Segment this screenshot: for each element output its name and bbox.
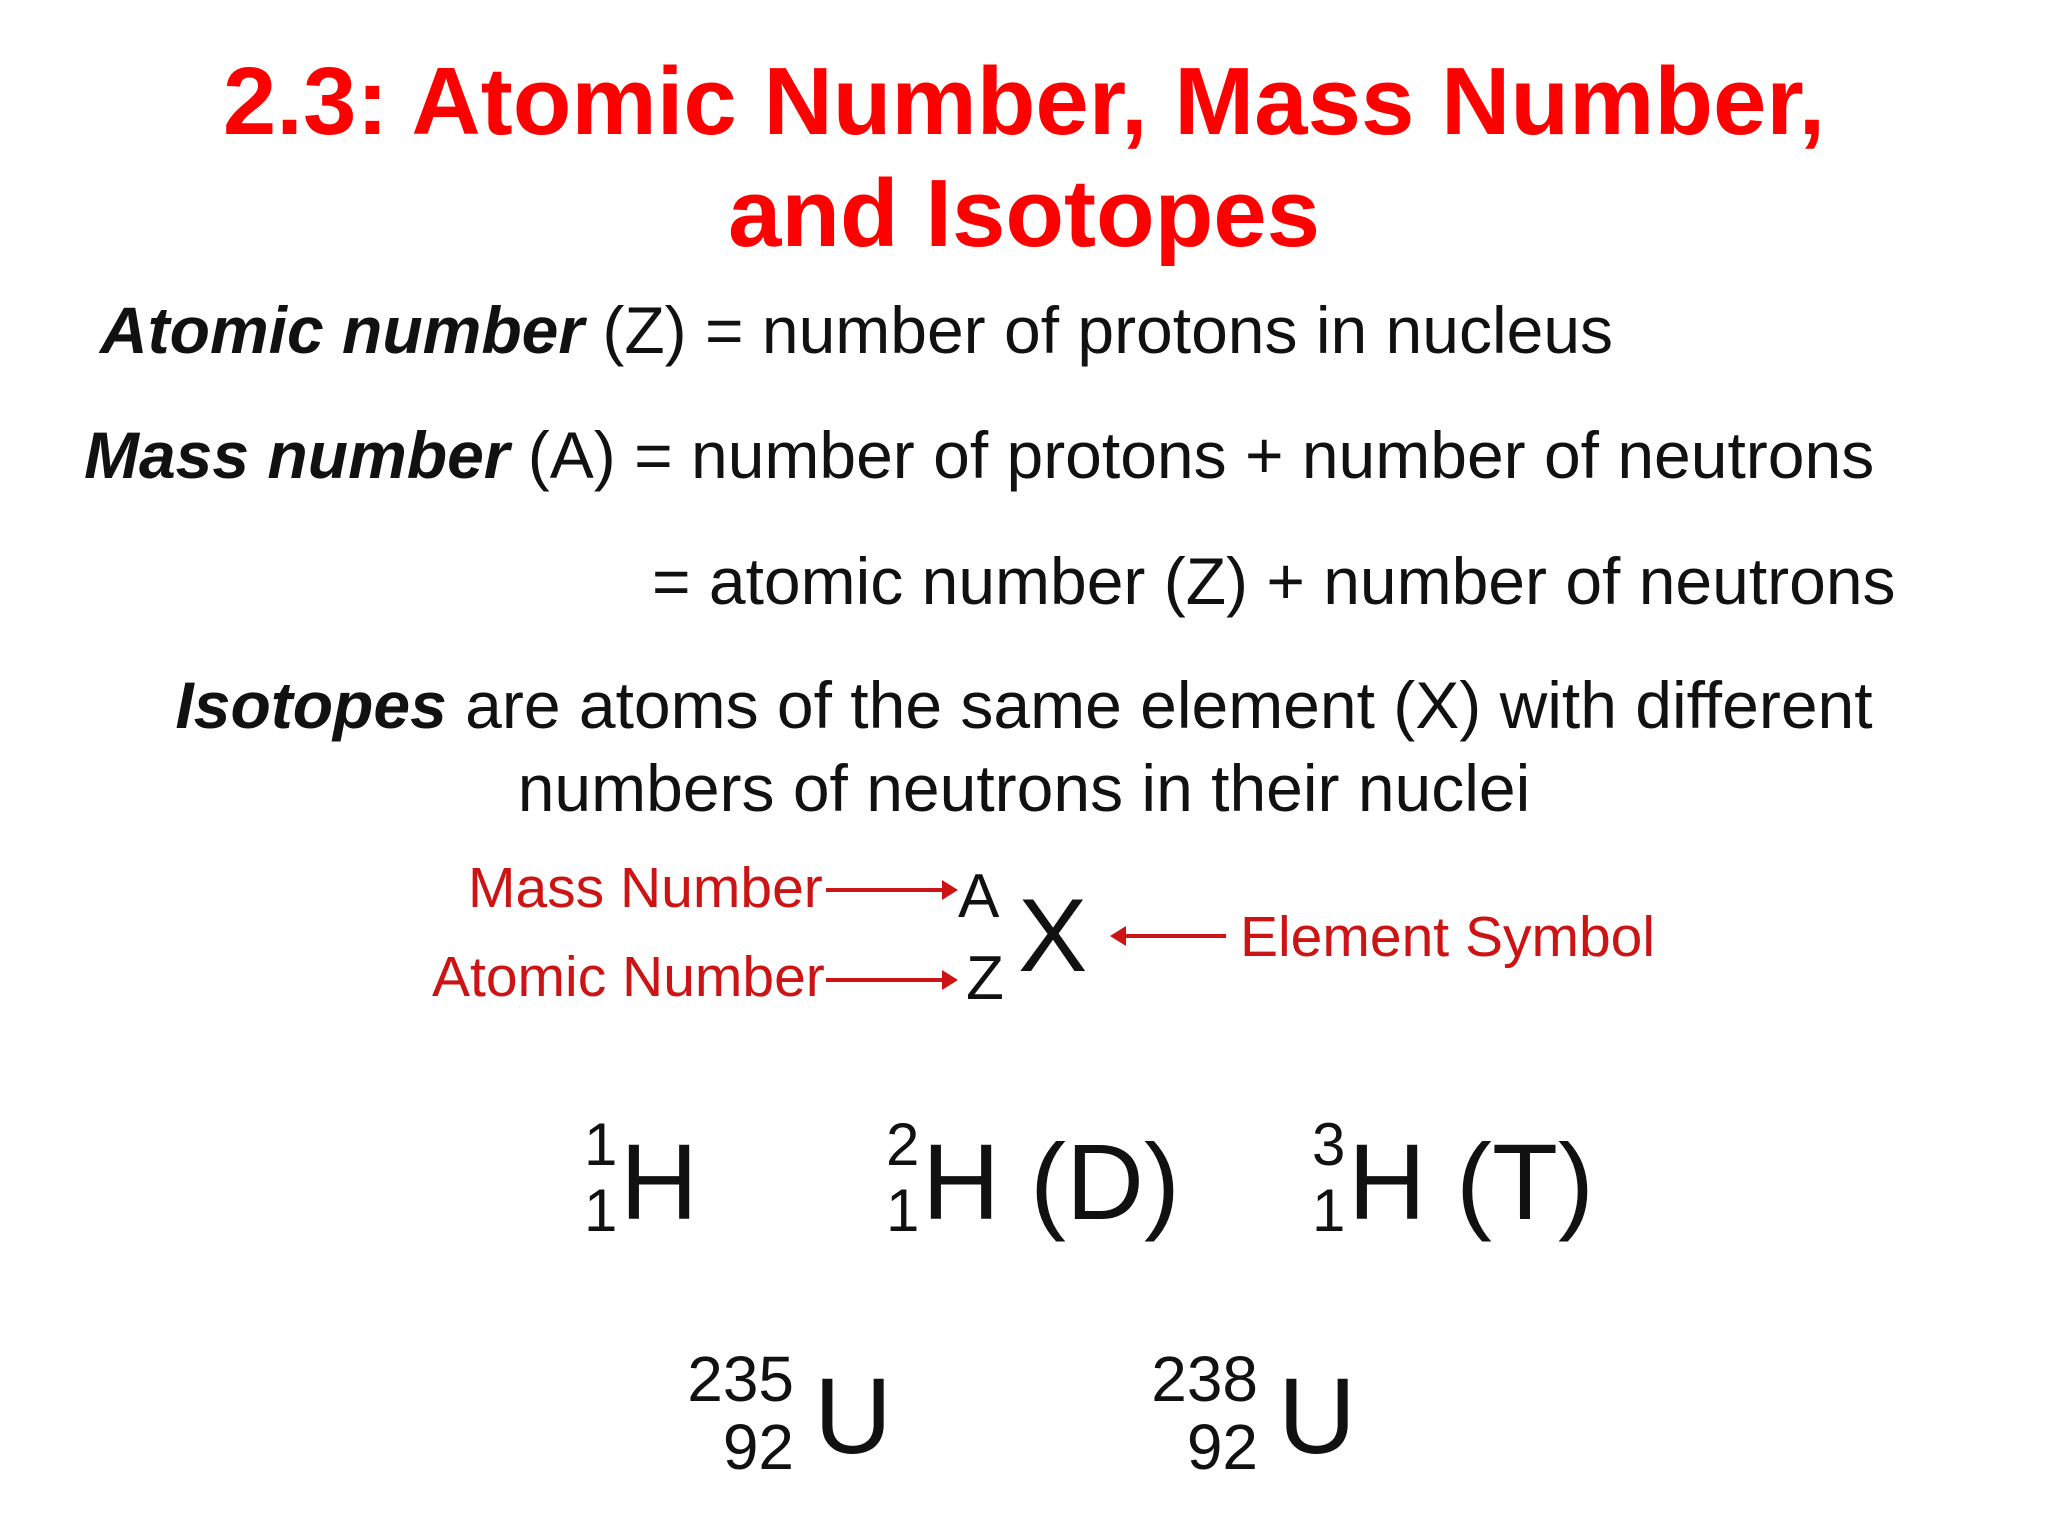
element-symbol-arrow [1124,934,1226,938]
h3-symbol [1348,1122,1594,1242]
atomic-number-term: Atomic number [100,293,585,367]
mass-number-label: Mass Number [468,856,823,920]
h1-atomic-number: 1 [584,1177,618,1244]
atomic-number-label: Atomic Number [432,945,825,1009]
h3-element: H [1348,1121,1426,1242]
h3-mass-number: 3 [1312,1111,1346,1178]
u235-atomic-number: 92 [722,1411,794,1483]
h2-atomic-number: 1 [886,1177,920,1244]
u238-atomic-number: 92 [1186,1411,1258,1483]
u238-symbol: U [1278,1355,1356,1476]
isotopes-term: Isotopes [175,668,447,742]
h2-element: H [922,1121,1000,1242]
atomic-symbol-z: Z [966,944,1004,1013]
mass-number-arrow [826,888,944,892]
mass-symbol-a: A [958,862,1000,931]
isotopes-definition-line2: numbers of neutrons in their nuclei [517,751,1531,825]
u235-mass-number: 235 [687,1343,794,1415]
mass-number-equation-line2: = atomic number (Z) + number of neutrons [652,544,1896,618]
isotopes-text: are atoms of the same element (X) with different [446,668,1873,742]
isotopes-definition [0,667,2048,743]
h1-symbol: H [620,1121,698,1242]
u238-mass-number: 238 [1151,1343,1258,1415]
h2-symbol [922,1122,1180,1242]
h2-mass-number: 2 [886,1111,920,1178]
mass-number-definition [84,417,1874,493]
h3-atomic-number: 1 [1312,1177,1346,1244]
mass-number-term: Mass number [84,418,510,492]
atomic-number-definition [100,292,1613,368]
slide-title-line1: 2.3: Atomic Number, Mass Number, [222,48,1826,155]
slide-title-line2: and Isotopes [727,160,1321,267]
atomic-number-text: (Z) = number of protons in nucleus [584,293,1614,367]
mass-number-text: (A) = number of protons + number of neutrons [509,418,1875,492]
h1-mass-number: 1 [584,1111,618,1178]
atomic-number-arrow [826,978,944,982]
u235-symbol: U [814,1355,892,1476]
h2-suffix: (D) [1000,1121,1180,1242]
h3-suffix: (T) [1426,1121,1594,1242]
element-symbol-label: Element Symbol [1240,905,1656,969]
element-symbol-x: X [1018,878,1088,994]
